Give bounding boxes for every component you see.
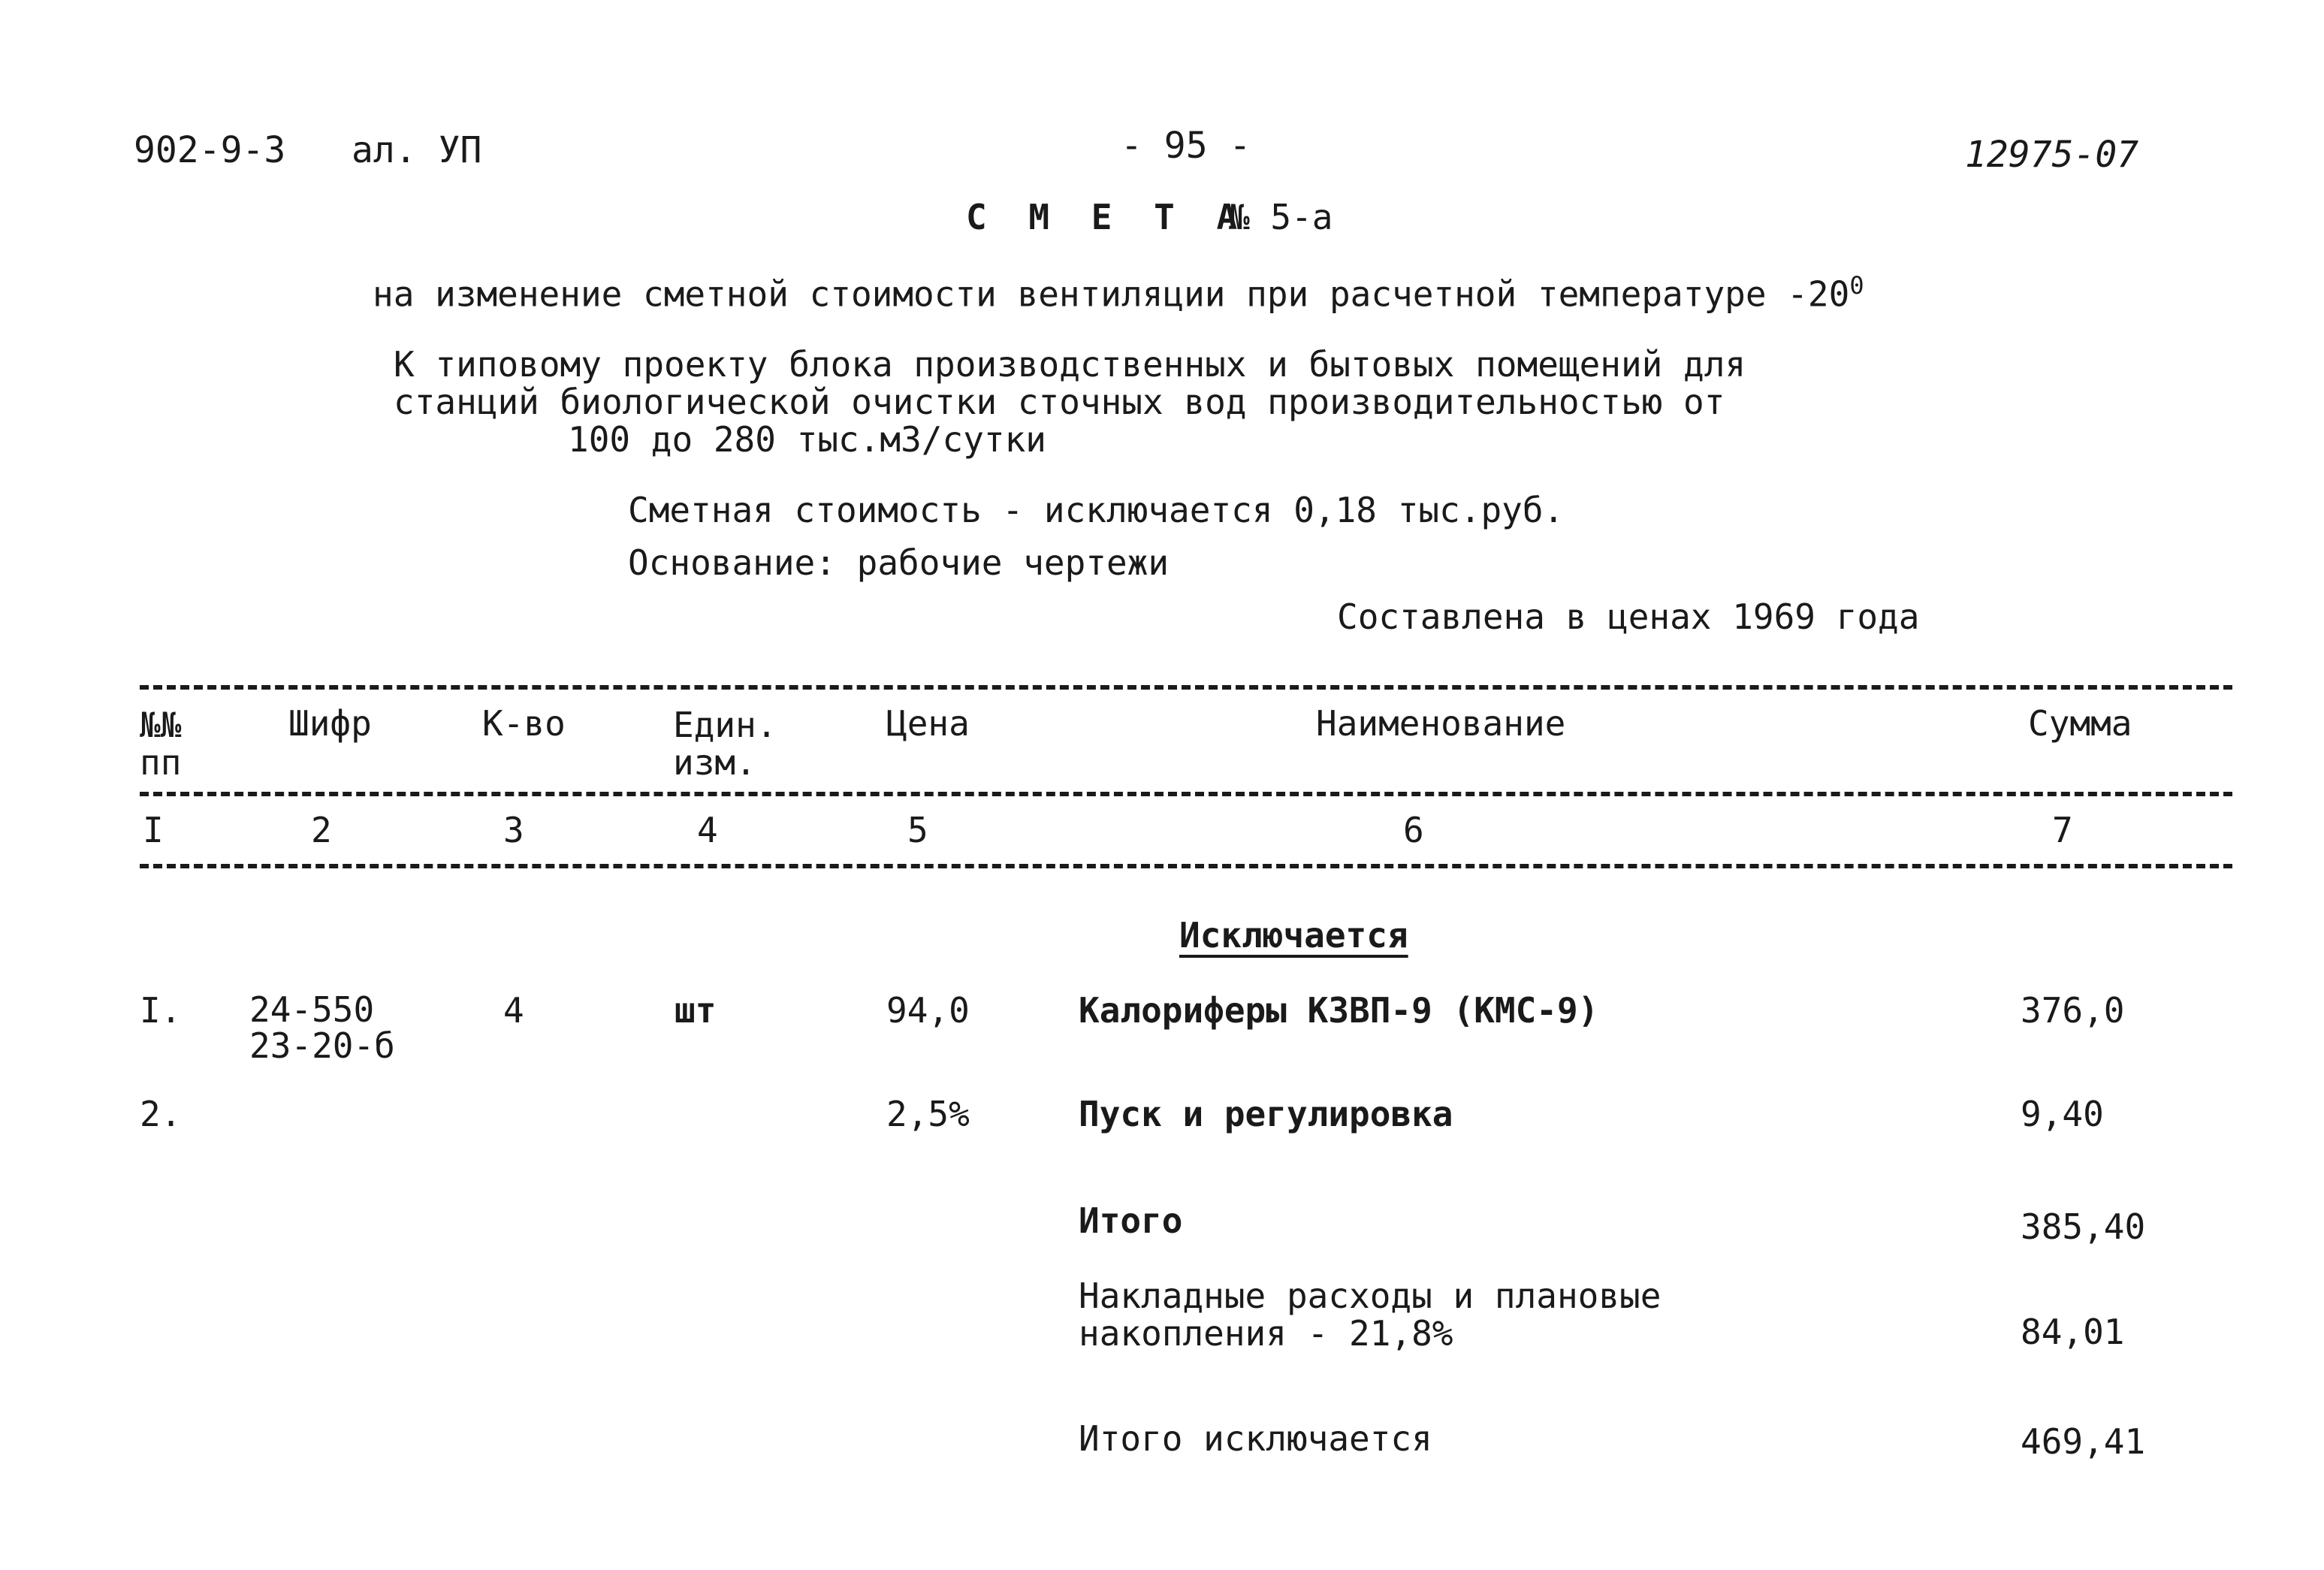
degree-mark: 0 xyxy=(1849,271,1864,300)
subtitle-text: на изменение сметной стоимости вентиляции при расчетной температуре -20 xyxy=(373,273,1850,315)
row-1-name: Калориферы КЗВП-9 (КМС-9) xyxy=(1079,990,1599,1031)
header-sum: Сумма xyxy=(2028,703,2132,744)
header-name: Наименование xyxy=(1316,703,1566,744)
header-code: Шифр xyxy=(288,703,372,744)
table-header-rule xyxy=(140,792,2232,796)
estimated-cost: Сметная стоимость - исключается 0,18 тыс.руб. xyxy=(628,490,1565,530)
header-qty: К-во xyxy=(482,703,566,744)
album-number: ал. УП xyxy=(352,129,482,171)
price-basis: Составлена в ценах 1969 года xyxy=(1337,596,1920,637)
row-1-unit: шт xyxy=(675,990,717,1031)
archive-number: 12975-07 xyxy=(1965,134,2139,176)
row-1-sum: 376,0 xyxy=(2021,990,2125,1031)
colnum-2: 2 xyxy=(311,810,332,850)
page-number: - 95 - xyxy=(1121,125,1251,167)
grand-total-label: Итого исключается xyxy=(1079,1418,1432,1459)
table-top-rule xyxy=(140,685,2232,690)
colnum-3: 3 xyxy=(503,810,524,850)
row-1-num: I. xyxy=(140,990,182,1031)
row-2-num: 2. xyxy=(140,1094,182,1134)
colnum-5: 5 xyxy=(907,810,928,850)
row-2-name: Пуск и регулировка xyxy=(1079,1094,1453,1134)
total-subtotal-sum: 385,40 xyxy=(2021,1206,2146,1247)
project-line-3: 100 до 280 тыс.м3/сутки xyxy=(568,419,1046,460)
header-unit: Един. изм. xyxy=(673,705,777,783)
doc-code: 902-9-3 xyxy=(134,129,286,171)
row-1-price: 94,0 xyxy=(886,990,970,1031)
table-numbers-rule xyxy=(140,864,2232,868)
row-1-qty: 4 xyxy=(503,990,524,1031)
overhead-label: Накладные расходы и плановые накопления - 21,8% xyxy=(1079,1276,1662,1354)
colnum-6: 6 xyxy=(1403,810,1424,850)
basis: Основание: рабочие чертежи xyxy=(628,542,1170,583)
overhead-sum: 84,01 xyxy=(2021,1312,2125,1352)
document-title: С М Е Т А xyxy=(966,197,1248,237)
colnum-7: 7 xyxy=(2052,810,2073,850)
project-line-2: станций биологической очистки сточных вод производительностью от xyxy=(394,382,1725,422)
total-subtotal-label: Итого xyxy=(1079,1200,1183,1241)
document-number: № 5-а xyxy=(1229,197,1333,237)
subtitle xyxy=(373,271,1864,315)
header-price: Цена xyxy=(886,703,970,744)
row-2-sum: 9,40 xyxy=(2021,1094,2104,1134)
colnum-1: I xyxy=(143,810,164,850)
colnum-4: 4 xyxy=(697,810,718,850)
header-num: №№ пп xyxy=(140,705,182,783)
grand-total-sum: 469,41 xyxy=(2021,1421,2146,1462)
section-title: Исключается xyxy=(1179,915,1408,956)
project-line-1: К типовому проекту блока производственных и бытовых помещений для xyxy=(394,344,1746,385)
row-2-price: 2,5% xyxy=(886,1094,970,1134)
row-1-code: 24-550 23-20-б xyxy=(249,989,395,1066)
